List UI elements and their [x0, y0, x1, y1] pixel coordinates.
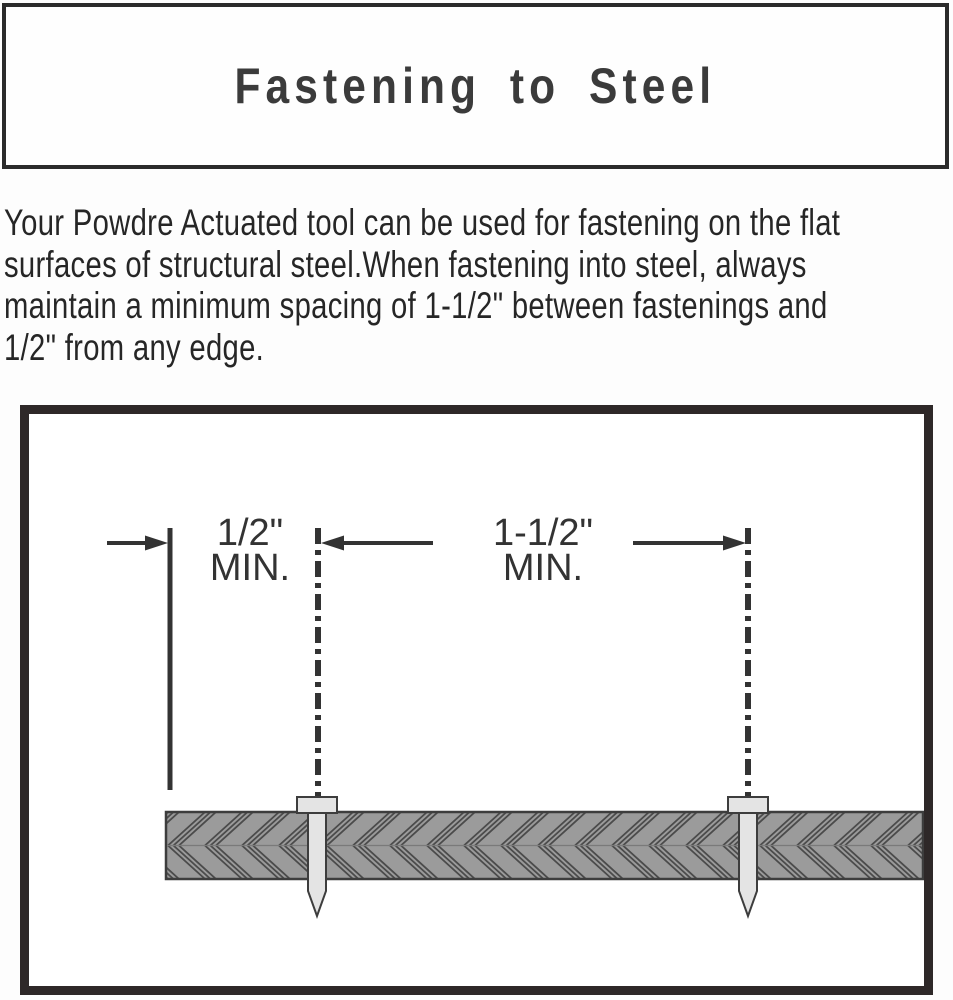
edge-arrow-head [145, 536, 168, 551]
spacing-arrow-right [633, 536, 746, 551]
edge-dimension-min-label: MIN. [209, 547, 291, 589]
spacing-dimension-value: 1-1/2" [492, 512, 594, 554]
diagram-canvas [29, 414, 924, 986]
intro-paragraph [4, 202, 952, 368]
spacing-diagram [20, 405, 933, 995]
intro-line-3: maintain a minimum spacing of 1-1/2" between fastenings and [4, 285, 828, 326]
fastener-2-head [728, 797, 768, 813]
edge-dimension-arrow [107, 536, 168, 551]
spacing-arrow-left [321, 536, 433, 551]
fastener-2-shank [739, 813, 757, 916]
intro-line-4: 1/2" from any edge. [4, 326, 265, 368]
edge-dimension-value: 1/2" [216, 512, 284, 554]
intro-line-2: surfaces of structural steel.When fastening into steel, always [4, 243, 807, 285]
spacing-dimension-min-label: MIN. [502, 547, 584, 589]
page-title: Fastening to Steel [234, 58, 717, 114]
spacing-arrow-left-head [321, 536, 344, 551]
fastener-1-shank [308, 813, 326, 916]
title-box [2, 3, 949, 169]
fastener-1-head [297, 797, 337, 813]
intro-line-1: Your Powdre Actuated tool can be used for fastening on the flat [4, 202, 841, 243]
spacing-arrow-right-head [723, 536, 746, 551]
